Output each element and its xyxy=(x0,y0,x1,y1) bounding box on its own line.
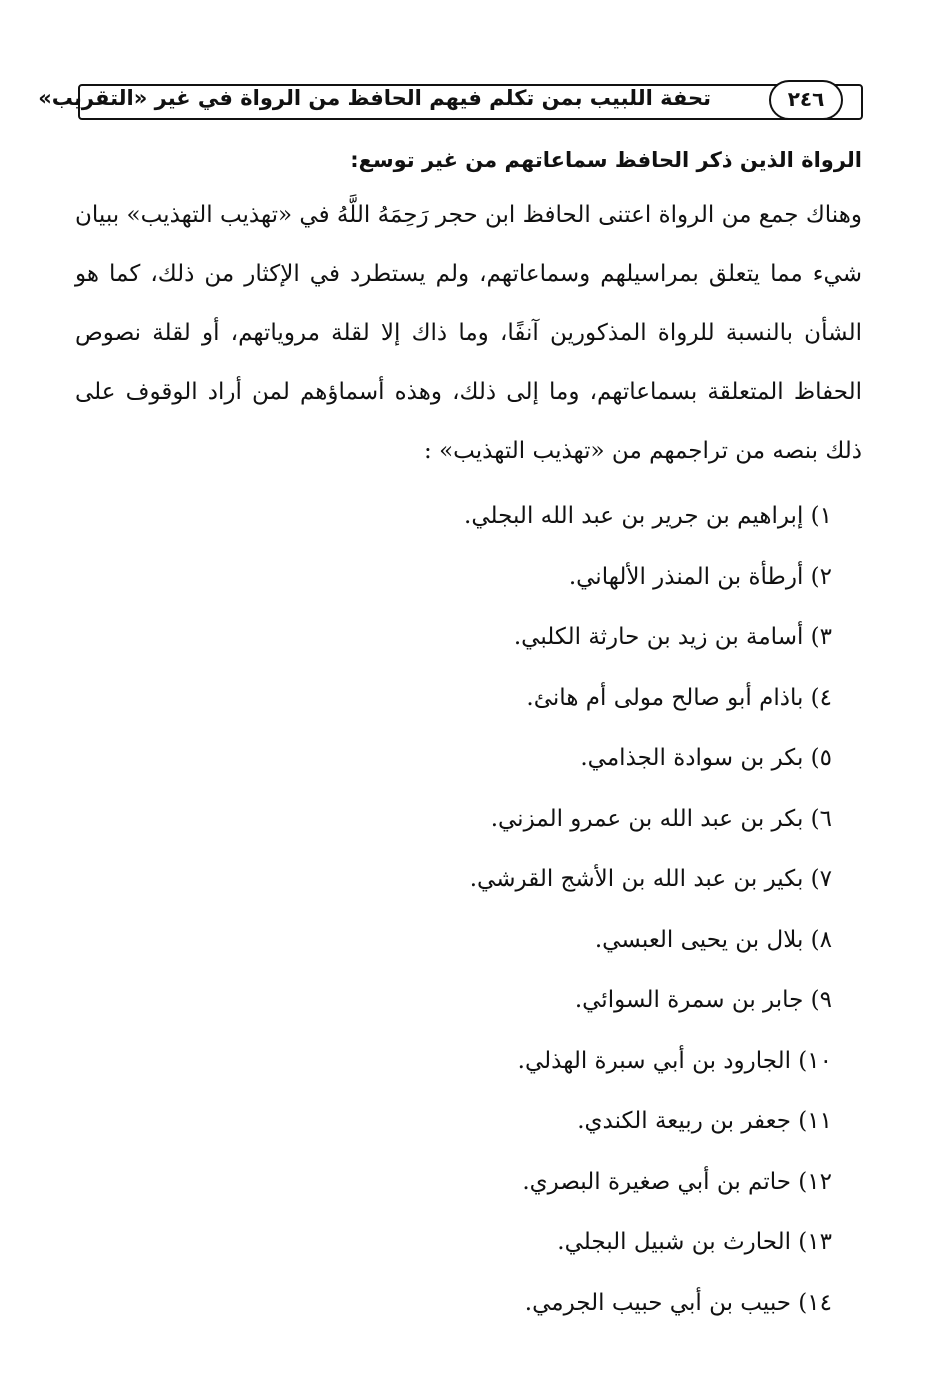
narrator-item: ١٣) الحارث بن شبيل البجلي. xyxy=(557,1229,832,1255)
narrator-item: ١١) جعفر بن ربيعة الكندي. xyxy=(577,1108,832,1134)
narrator-item: ٢) أرطأة بن المنذر الألهاني. xyxy=(568,563,832,590)
page-number: ٢٤٦ xyxy=(769,80,843,120)
narrator-item: ٦) بكر بن عبد الله بن عمرو المزني. xyxy=(490,805,832,832)
running-header xyxy=(38,84,863,120)
narrator-item: ٤) باذام أبو صالح مولى أم هانئ. xyxy=(526,684,832,711)
narrator-item: ٣) أسامة بن زيد بن حارثة الكلبي. xyxy=(513,624,832,650)
narrator-item: ٨) بلال بن يحيى العبسي. xyxy=(594,926,832,953)
narrator-item: ٩) جابر بن سمرة السوائي. xyxy=(574,987,832,1013)
narrator-item: ١٤) حبيب بن أبي حبيب الجرمي. xyxy=(524,1289,832,1316)
book-title: تحفة اللبيب بمن تكلم فيهم الحافظ من الرواة في غير «التقريب» xyxy=(38,86,711,110)
narrator-list xyxy=(464,486,832,1333)
intro-paragraph: وهناك جمع من الرواة اعتنى الحافظ ابن حجر رَحِمَهُ اللَّهُ في «تهذيب التهذيب» ببيان شيء مما يتعلق بمراسيلهم وسماعاتهم، ولم يستطرد في الإكثار من ذلك، كما هو الشأن بالنسبة للرواة المذكورين آنفًا، وما ذاك إلا لقلة مروياتهم، أو لقلة نصوص الحفاظ المتعلقة بسماعاتهم، وما إلى ذلك، وهذه أسماؤهم لمن أراد الوقوف على ذلك بنصه من تراجمهم من «تهذيب التهذيب» : xyxy=(75,202,862,464)
narrator-item: ٧) بكير بن عبد الله بن الأشج القرشي. xyxy=(469,866,832,892)
narrator-item: ١٢) حاتم بن أبي صغيرة البصري. xyxy=(522,1168,832,1195)
narrator-item: ١) إبراهيم بن جرير بن عبد الله البجلي. xyxy=(464,503,832,529)
section-heading: الرواة الذين ذكر الحافظ سماعاتهم من غير توسع: xyxy=(350,148,862,172)
narrator-item: ٥) بكر بن سوادة الجذامي. xyxy=(580,745,832,771)
narrator-item: ١٠) الجارود بن أبي سبرة الهذلي. xyxy=(517,1047,832,1074)
